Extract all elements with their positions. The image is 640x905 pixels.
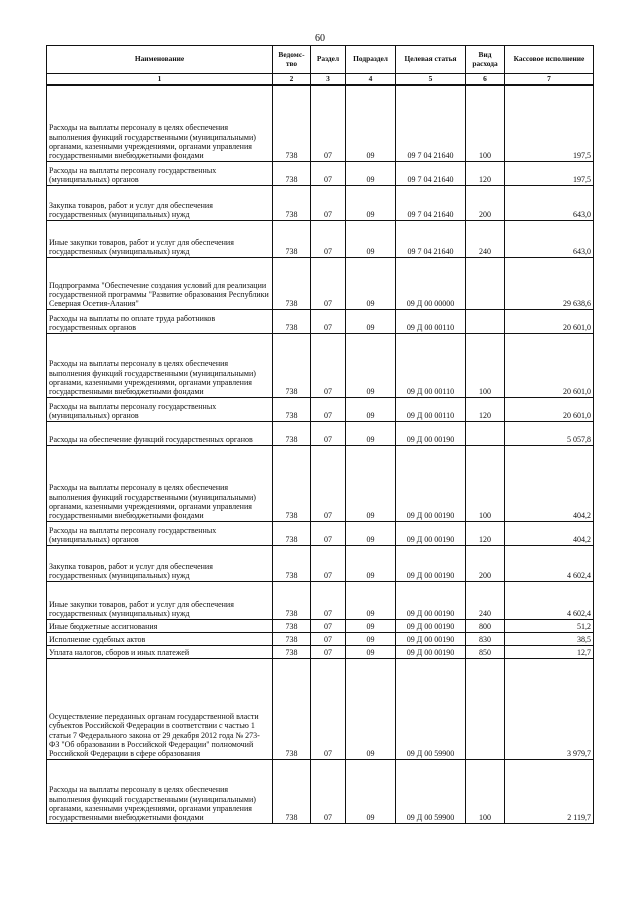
table-row — [47, 220, 594, 257]
table-row — [47, 333, 594, 397]
row-amount: 4 602,4 — [505, 545, 594, 581]
column-header-name: Наименование — [47, 46, 273, 74]
row-subsection-code: 09 — [346, 421, 396, 445]
table-row — [47, 759, 594, 823]
table-row — [47, 445, 594, 521]
column-number: 4 — [346, 74, 396, 86]
row-amount: 20 601,0 — [505, 397, 594, 421]
table-row — [47, 161, 594, 185]
row-amount: 2 119,7 — [505, 759, 594, 823]
row-subsection-code: 09 — [346, 545, 396, 581]
row-target-article: 09 Д 00 59900 — [396, 658, 466, 759]
row-amount: 643,0 — [505, 220, 594, 257]
row-section-code: 07 — [311, 759, 346, 823]
table-row — [47, 309, 594, 333]
column-number: 6 — [466, 74, 505, 86]
row-target-article: 09 Д 00 00190 — [396, 619, 466, 632]
row-expense-type: 240 — [466, 220, 505, 257]
row-amount: 38,5 — [505, 632, 594, 645]
row-name: Расходы на выплаты персоналу государственных (муниципальных) органов — [47, 161, 273, 185]
row-name: Расходы на выплаты персоналу государственных (муниципальных) органов — [47, 397, 273, 421]
row-section-code: 07 — [311, 333, 346, 397]
table-row — [47, 632, 594, 645]
row-section-code: 07 — [311, 257, 346, 309]
row-amount: 29 638,6 — [505, 257, 594, 309]
row-section-code: 07 — [311, 161, 346, 185]
table-row — [47, 645, 594, 658]
row-subsection-code: 09 — [346, 161, 396, 185]
row-section-code: 07 — [311, 421, 346, 445]
row-expense-type: 120 — [466, 161, 505, 185]
row-name: Расходы на выплаты персоналу государственных (муниципальных) органов — [47, 521, 273, 545]
row-expense-type — [466, 421, 505, 445]
column-number-row — [47, 74, 594, 86]
row-section-code: 07 — [311, 545, 346, 581]
row-department-code: 738 — [273, 445, 311, 521]
row-name: Закупка товаров, работ и услуг для обеспечения государственных (муниципальных) нужд — [47, 545, 273, 581]
row-subsection-code: 09 — [346, 658, 396, 759]
row-subsection-code: 09 — [346, 521, 396, 545]
row-name: Иные бюджетные ассигнования — [47, 619, 273, 632]
row-target-article: 09 Д 00 00190 — [396, 421, 466, 445]
row-target-article: 09 Д 00 00190 — [396, 545, 466, 581]
table-row — [47, 85, 594, 161]
row-department-code: 738 — [273, 220, 311, 257]
row-subsection-code: 09 — [346, 185, 396, 220]
row-expense-type: 100 — [466, 759, 505, 823]
row-expense-type: 120 — [466, 397, 505, 421]
row-target-article: 09 Д 00 00190 — [396, 521, 466, 545]
row-expense-type: 200 — [466, 545, 505, 581]
row-subsection-code: 09 — [346, 759, 396, 823]
row-target-article: 09 Д 00 00190 — [396, 445, 466, 521]
row-department-code: 738 — [273, 619, 311, 632]
page-number: 60 — [315, 33, 325, 44]
row-expense-type: 100 — [466, 85, 505, 161]
column-header-department: Ведомс-тво — [273, 46, 311, 74]
row-target-article: 09 Д 00 00110 — [396, 333, 466, 397]
row-amount: 12,7 — [505, 645, 594, 658]
row-target-article: 09 Д 00 00190 — [396, 581, 466, 619]
row-expense-type: 800 — [466, 619, 505, 632]
row-name: Уплата налогов, сборов и иных платежей — [47, 645, 273, 658]
table-row — [47, 421, 594, 445]
column-number: 3 — [311, 74, 346, 86]
row-subsection-code: 09 — [346, 220, 396, 257]
table-row — [47, 397, 594, 421]
row-amount: 5 057,8 — [505, 421, 594, 445]
row-department-code: 738 — [273, 85, 311, 161]
table-row — [47, 257, 594, 309]
row-amount: 4 602,4 — [505, 581, 594, 619]
column-header-section: Раздел — [311, 46, 346, 74]
column-number: 5 — [396, 74, 466, 86]
row-name: Исполнение судебных актов — [47, 632, 273, 645]
row-amount: 3 979,7 — [505, 658, 594, 759]
row-section-code: 07 — [311, 645, 346, 658]
row-section-code: 07 — [311, 521, 346, 545]
row-name: Расходы на выплаты персоналу в целях обеспечения выполнения функций государственными (муниципальными) органами, казенными учреждениями, органами управления государственными внебюджетными фондами — [47, 759, 273, 823]
row-subsection-code: 09 — [346, 257, 396, 309]
row-amount: 404,2 — [505, 521, 594, 545]
table-body — [47, 85, 594, 823]
row-department-code: 738 — [273, 333, 311, 397]
row-subsection-code: 09 — [346, 309, 396, 333]
row-expense-type: 240 — [466, 581, 505, 619]
row-section-code: 07 — [311, 658, 346, 759]
row-subsection-code: 09 — [346, 645, 396, 658]
budget-execution-table — [46, 45, 594, 824]
row-department-code: 738 — [273, 581, 311, 619]
column-header-target-article: Целевая статья — [396, 46, 466, 74]
row-subsection-code: 09 — [346, 619, 396, 632]
row-department-code: 738 — [273, 545, 311, 581]
row-name: Подпрограмма "Обеспечение создания условий для реализации государственной программы "Развитие образования Республики Северная Осетия-Алания" — [47, 257, 273, 309]
row-expense-type: 100 — [466, 333, 505, 397]
row-amount: 197,5 — [505, 161, 594, 185]
column-number: 7 — [505, 74, 594, 86]
row-name: Расходы на выплаты персоналу в целях обеспечения выполнения функций государственными (муниципальными) органами, казенными учреждениями, органами управления государственными внебюджетными фондами — [47, 333, 273, 397]
table-row — [47, 521, 594, 545]
row-expense-type: 100 — [466, 445, 505, 521]
row-department-code: 738 — [273, 161, 311, 185]
row-target-article: 09 7 04 21640 — [396, 161, 466, 185]
row-section-code: 07 — [311, 397, 346, 421]
row-name: Закупка товаров, работ и услуг для обеспечения государственных (муниципальных) нужд — [47, 185, 273, 220]
row-amount: 404,2 — [505, 445, 594, 521]
row-subsection-code: 09 — [346, 85, 396, 161]
row-name: Расходы на выплаты персоналу в целях обеспечения выполнения функций государственными (муниципальными) органами, казенными учреждениями, органами управления государственными внебюджетными фондами — [47, 85, 273, 161]
column-header-expense-type: Вид расхода — [466, 46, 505, 74]
row-name: Иные закупки товаров, работ и услуг для обеспечения государственных (муниципальных) нужд — [47, 220, 273, 257]
row-amount: 197,5 — [505, 85, 594, 161]
row-department-code: 738 — [273, 185, 311, 220]
row-department-code: 738 — [273, 759, 311, 823]
row-section-code: 07 — [311, 85, 346, 161]
row-expense-type — [466, 658, 505, 759]
row-amount: 20 601,0 — [505, 333, 594, 397]
row-section-code: 07 — [311, 445, 346, 521]
row-department-code: 738 — [273, 397, 311, 421]
row-expense-type — [466, 309, 505, 333]
column-number: 2 — [273, 74, 311, 86]
row-subsection-code: 09 — [346, 397, 396, 421]
row-target-article: 09 Д 00 00000 — [396, 257, 466, 309]
row-subsection-code: 09 — [346, 581, 396, 619]
table-row — [47, 619, 594, 632]
row-name: Расходы на обеспечение функций государственных органов — [47, 421, 273, 445]
row-target-article: 09 Д 00 00110 — [396, 309, 466, 333]
table-row — [47, 545, 594, 581]
row-amount: 643,0 — [505, 185, 594, 220]
table-header-row — [47, 46, 594, 74]
row-amount: 20 601,0 — [505, 309, 594, 333]
row-section-code: 07 — [311, 309, 346, 333]
row-amount: 51,2 — [505, 619, 594, 632]
row-section-code: 07 — [311, 220, 346, 257]
row-target-article: 09 Д 00 00110 — [396, 397, 466, 421]
row-department-code: 738 — [273, 309, 311, 333]
row-name: Осуществление переданных органам государственной власти субъектов Российской Федерации в соответствии с частью 1 статьи 7 Федерального закона от 29 декабря 2012 года № 273-ФЗ "Об образовании в Российской Федерации" полномочий Российской Федерации в сфере образования — [47, 658, 273, 759]
column-header-cash-execution: Кассовое исполнение — [505, 46, 594, 74]
column-header-subsection: Подраздел — [346, 46, 396, 74]
row-name: Расходы на выплаты персоналу в целях обеспечения выполнения функций государственными (муниципальными) органами, казенными учреждениями, органами управления государственными внебюджетными фондами — [47, 445, 273, 521]
row-target-article: 09 Д 00 00190 — [396, 645, 466, 658]
table-row — [47, 658, 594, 759]
table-row — [47, 185, 594, 220]
row-target-article: 09 7 04 21640 — [396, 85, 466, 161]
row-expense-type: 850 — [466, 645, 505, 658]
row-target-article: 09 Д 00 00190 — [396, 632, 466, 645]
row-department-code: 738 — [273, 421, 311, 445]
row-subsection-code: 09 — [346, 333, 396, 397]
row-department-code: 738 — [273, 257, 311, 309]
row-expense-type: 200 — [466, 185, 505, 220]
row-target-article: 09 7 04 21640 — [396, 220, 466, 257]
row-name: Расходы на выплаты по оплате труда работников государственных органов — [47, 309, 273, 333]
row-target-article: 09 Д 00 59900 — [396, 759, 466, 823]
row-department-code: 738 — [273, 658, 311, 759]
row-expense-type: 830 — [466, 632, 505, 645]
row-expense-type — [466, 257, 505, 309]
row-target-article: 09 7 04 21640 — [396, 185, 466, 220]
row-department-code: 738 — [273, 521, 311, 545]
row-subsection-code: 09 — [346, 445, 396, 521]
row-expense-type: 120 — [466, 521, 505, 545]
row-section-code: 07 — [311, 619, 346, 632]
row-section-code: 07 — [311, 185, 346, 220]
row-section-code: 07 — [311, 632, 346, 645]
row-subsection-code: 09 — [346, 632, 396, 645]
row-name: Иные закупки товаров, работ и услуг для обеспечения государственных (муниципальных) нужд — [47, 581, 273, 619]
row-department-code: 738 — [273, 645, 311, 658]
row-section-code: 07 — [311, 581, 346, 619]
column-number: 1 — [47, 74, 273, 86]
row-department-code: 738 — [273, 632, 311, 645]
table-row — [47, 581, 594, 619]
